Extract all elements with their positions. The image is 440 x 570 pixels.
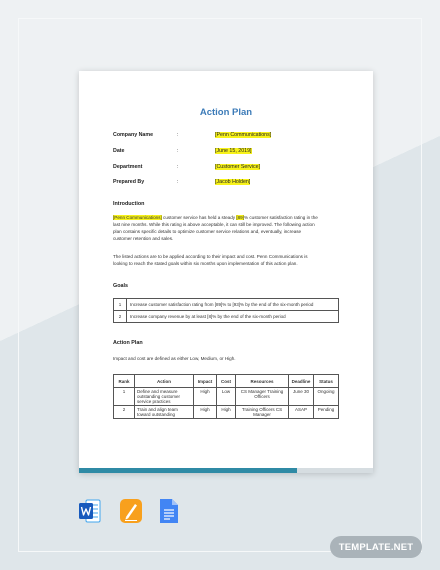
cell-resources: CS Manager Training Officers xyxy=(236,388,289,406)
cell-impact: High xyxy=(194,388,217,406)
para-line: plan contains specific details to optimize customer service relations and, eventually, increase xyxy=(113,229,302,234)
goal-text: Increase company revenue by at least [8]% by the end of the six-month period xyxy=(127,311,339,323)
goal-text: Increase customer satisfaction rating from [89]% to [93]% by the end of the six-month period xyxy=(127,299,339,311)
cell-cost: Low xyxy=(217,388,236,406)
para-text: customer service has held a steady xyxy=(161,215,237,220)
table-row xyxy=(114,299,339,311)
column-header: Status xyxy=(314,375,339,388)
column-header: Action xyxy=(135,375,194,388)
introduction-paragraph-1 xyxy=(113,214,339,242)
introduction-heading: Introduction xyxy=(113,201,145,207)
para-line: The listed actions are to be applied according to their impact and cost. Penn Communications is xyxy=(113,254,308,259)
info-value: [Penn Communications] xyxy=(215,132,272,138)
para-line: last nine months. While this rating is above acceptable, it can still be improved. The following action xyxy=(113,222,315,227)
action-plan-table xyxy=(113,374,339,419)
column-header: Rank xyxy=(114,375,135,388)
page-accent-bar-rest xyxy=(297,468,373,473)
cell-impact: High xyxy=(194,406,217,419)
column-header: Cost xyxy=(217,375,236,388)
cell-status: Ongoing xyxy=(314,388,339,406)
column-header: Impact xyxy=(194,375,217,388)
goals-heading: Goals xyxy=(113,283,128,289)
goal-number: 1 xyxy=(114,299,127,311)
table-row xyxy=(114,388,339,406)
cell-action: Train and align team toward outstanding xyxy=(135,406,194,419)
column-header: Deadline xyxy=(289,375,314,388)
cell-deadline: ASAP xyxy=(289,406,314,419)
company-highlight: [Penn Communications] xyxy=(113,215,162,220)
para-line: customer retention and sales. xyxy=(113,236,174,241)
action-plan-heading: Action Plan xyxy=(113,340,143,346)
table-row xyxy=(114,311,339,323)
info-colon: : xyxy=(177,179,179,185)
para-line: looking to reach the stated goals within six months upon implementation of this action plan. xyxy=(113,261,298,266)
info-label: Prepared By xyxy=(113,179,145,185)
info-value: [Customer Service] xyxy=(215,164,261,170)
info-label: Department xyxy=(113,164,143,170)
rating-highlight: [89] xyxy=(236,215,245,220)
column-header: Resources xyxy=(236,375,289,388)
page-title: Action Plan xyxy=(199,107,253,118)
para-text: % customer satisfaction rating in the xyxy=(244,215,318,220)
table-row xyxy=(114,406,339,419)
cell-resources: Training Officers CS Manager xyxy=(236,406,289,419)
info-label: Date xyxy=(113,148,125,154)
info-colon: : xyxy=(177,132,179,138)
pages-icon[interactable] xyxy=(120,498,142,524)
table-header-row xyxy=(114,375,339,388)
document-page xyxy=(79,71,373,473)
cell-status: Pending xyxy=(314,406,339,419)
info-value: [Jacob Holden] xyxy=(215,179,251,185)
word-icon[interactable] xyxy=(79,498,101,524)
info-colon: : xyxy=(177,148,179,154)
cell-rank: 1 xyxy=(114,388,135,406)
info-label: Company Name xyxy=(113,132,154,138)
introduction-paragraph-2 xyxy=(113,253,339,267)
goal-number: 2 xyxy=(114,311,127,323)
cell-cost: High xyxy=(217,406,236,419)
info-value: [June 15, 2019] xyxy=(215,148,252,154)
cell-deadline: June 30 xyxy=(289,388,314,406)
goals-table xyxy=(113,298,339,323)
info-colon: : xyxy=(177,164,179,170)
action-plan-note: Impact and cost are defined as either Low, Medium, or High. xyxy=(113,356,236,361)
google-docs-icon[interactable] xyxy=(158,498,180,524)
cell-rank: 2 xyxy=(114,406,135,419)
brand-logo[interactable]: TEMPLATE.NET xyxy=(330,536,422,558)
cell-action: Define and measure outstanding customer service practices xyxy=(135,388,194,406)
page-accent-bar xyxy=(79,468,297,473)
